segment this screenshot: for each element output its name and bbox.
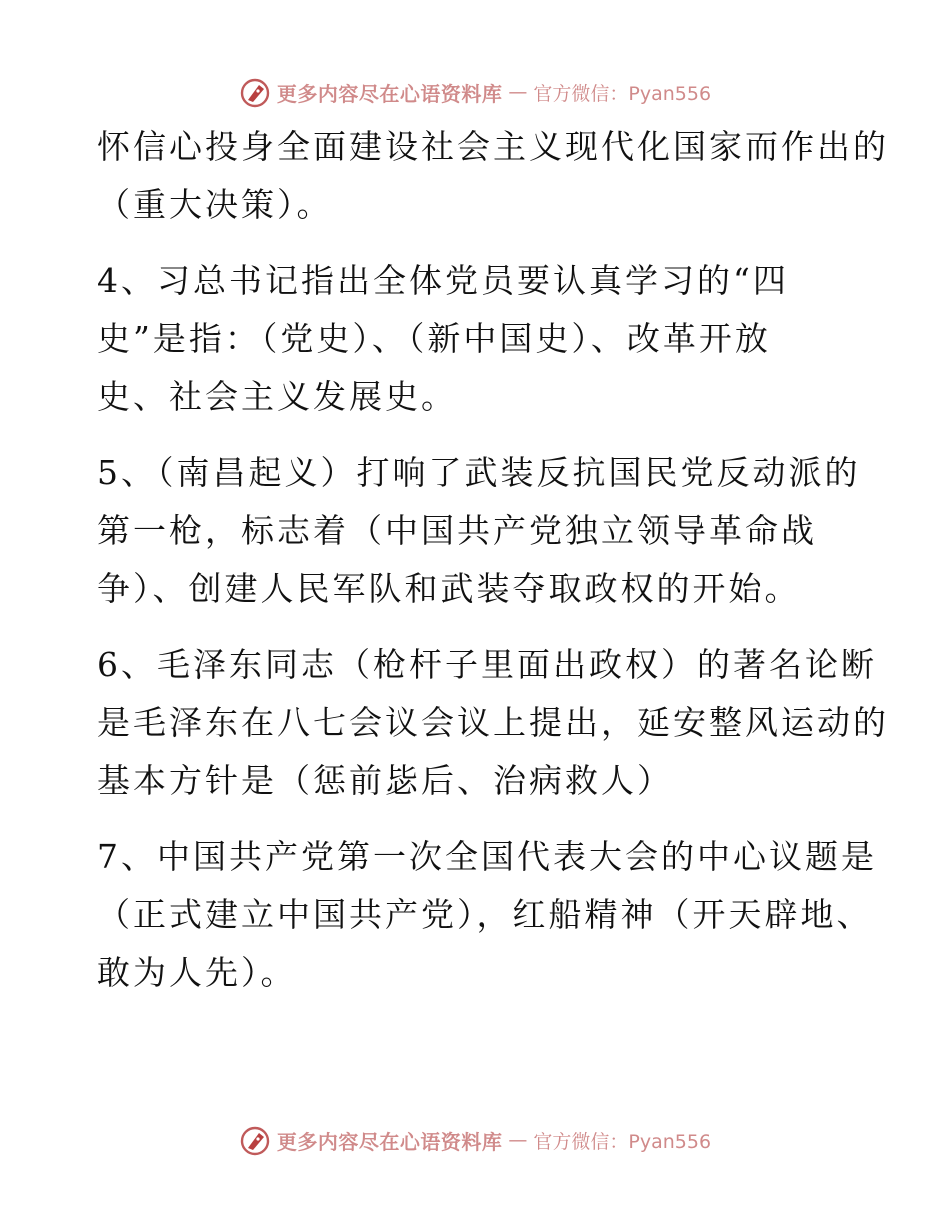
text-line: 是毛泽东在八七会议会议上提出，延安整风运动的 [97, 703, 889, 742]
footer-watermark [0, 1120, 950, 1160]
text-line: 5、（南昌起义）打响了武装反抗国民党反动派的 [97, 453, 861, 492]
text-line: 4、习总书记指出全体党员要认真学习的“四 [97, 261, 789, 300]
paragraph-item-7 [97, 828, 877, 1002]
text-line: 史、社会主义发展史。 [97, 377, 457, 416]
text-line: 7、中国共产党第一次全国代表大会的中心议题是 [97, 837, 877, 876]
text-line: 基本方针是（惩前毖后、治病救人） [97, 761, 673, 800]
text-line: （重大决策）。 [97, 185, 333, 224]
text-line: （正式建立中国共产党），红船精神（开天辟地、 [97, 895, 873, 934]
text-line: 怀信心投身全面建设社会主义现代化国家而作出的 [97, 127, 889, 166]
text-line: 敢为人先）。 [97, 953, 297, 992]
pen-nib-logo-icon [239, 76, 271, 108]
pen-nib-logo-icon [239, 1124, 271, 1156]
text-line: 第一枪，标志着（中国共产党独立领导革命战 [97, 511, 817, 550]
watermark-wechat-text: 官方微信：Pyan556 [533, 1130, 712, 1153]
watermark-separator: — [508, 1129, 528, 1151]
paragraph-item-4 [97, 252, 857, 426]
paragraph-item-5 [97, 444, 861, 618]
watermark-wechat-text: 官方微信：Pyan556 [533, 82, 712, 105]
text-line: 6、毛泽东同志（枪杆子里面出政权）的著名论断 [97, 645, 877, 684]
watermark-separator: — [508, 81, 528, 103]
watermark-brand-text: 更多内容尽在心语资料库 [276, 1129, 503, 1154]
document-body [97, 118, 889, 1020]
paragraph-continuation [97, 118, 889, 234]
header-watermark [0, 72, 950, 112]
watermark-brand-text: 更多内容尽在心语资料库 [276, 81, 503, 106]
paragraph-item-6 [97, 636, 889, 810]
text-line: 史”是指：（党史）、（新中国史）、改革开放 [97, 319, 771, 358]
text-line: 争）、创建人民军队和武装夺取政权的开始。 [97, 569, 801, 608]
